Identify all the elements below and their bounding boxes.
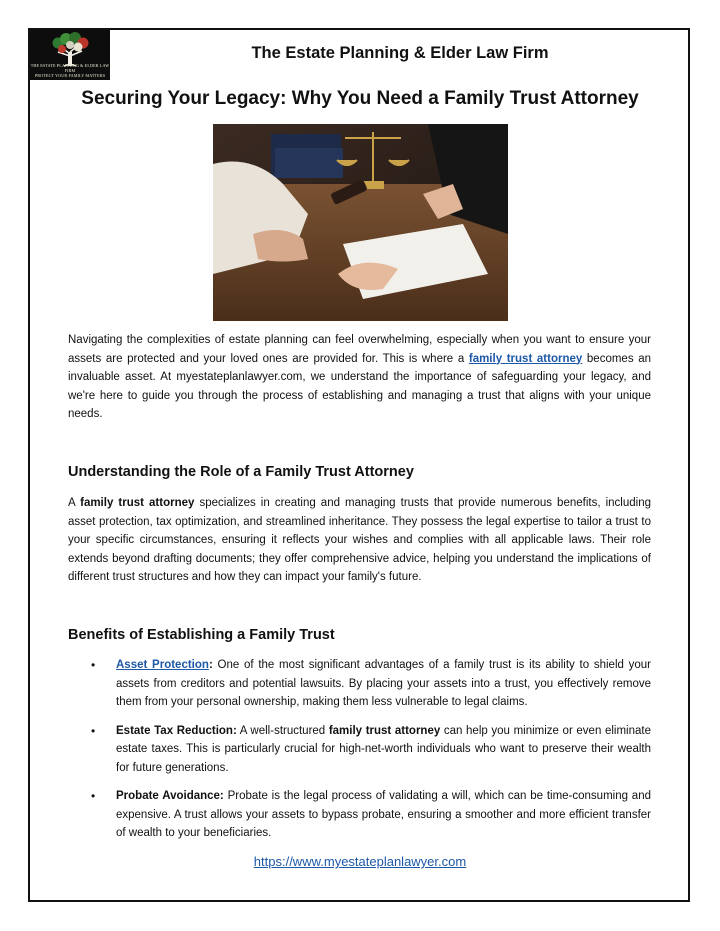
family-trust-attorney-link[interactable]: family trust attorney	[468, 352, 583, 365]
logo-tagline: PROTECT YOUR FAMILY MATTERS	[34, 73, 106, 78]
asset-protection-link[interactable]: Asset Protection	[116, 659, 209, 671]
section-heading-role: Understanding the Role of a Family Trust Attorney	[68, 464, 414, 480]
list-item	[68, 656, 651, 712]
logo-name: THE ESTATE PLANNING & ELDER LAW FIRM	[30, 63, 110, 73]
estate-tax-text: A well-structured	[236, 724, 329, 737]
intro-paragraph	[68, 331, 651, 424]
firm-name: The Estate Planning & Elder Law Firm	[251, 44, 549, 62]
probate-label: Probate Avoidance:	[116, 790, 224, 802]
bullet-icon: •	[91, 789, 96, 803]
page-title: Securing Your Legacy: Why You Need a Family Trust Attorney	[81, 88, 639, 109]
hero-image	[213, 124, 508, 321]
bullet-icon: •	[91, 723, 96, 738]
role-text-prefix: A	[68, 497, 81, 509]
asset-protection-colon: :	[208, 659, 213, 671]
intro-text-end: becomes an invaluable asset. At myestateplanlawyer.com, we understand the importance of safeguarding your legacy, and we're here to guide you through the process of establishing and managing a trust that aligns with your unique needs.	[68, 352, 651, 420]
list-item	[68, 722, 651, 778]
bullet-icon: •	[91, 658, 96, 672]
role-bold-term: family trust attorney	[80, 497, 195, 509]
firm-logo	[30, 30, 110, 80]
website-link[interactable]: https://www.myestateplanlawyer.com	[253, 854, 467, 869]
benefits-list	[68, 656, 651, 853]
estate-tax-text-end: can help you minimize or even eliminate estate taxes. This is particularly crucial for high-net-worth individuals who want to preserve their wealth for future generations.	[116, 724, 651, 774]
probate-text: Probate is the legal process of validating a will, which can be time-consuming and expensive. A trust allows your assets to bypass probate, ensuring a smoother and more efficient transfer of wealth to your beneficiaries.	[116, 790, 651, 839]
estate-tax-label: Estate Tax Reduction:	[116, 724, 237, 737]
section-heading-benefits: Benefits of Establishing a Family Trust	[68, 627, 335, 643]
intro-text-start: Navigating the complexities of estate planning can feel overwhelming, especially when you want to ensure your assets are protected and your loved ones are provided for. This is where a	[68, 334, 651, 365]
asset-protection-text: One of the most significant advantages of a family trust is its ability to shield your assets from creditors and potential lawsuits. By placing your assets into a trust, you effectively remove them from your personal ownership, making them less vulnerable to legal claims.	[116, 659, 651, 708]
role-text-body: specializes in creating and managing trusts that provide numerous benefits, including asset protection, tax optimization, and streamlined inheritance. They possess the legal expertise to tailor a trust to your specific circumstances, ensuring it reflects your wishes and complies with all applicable laws. Their role extends beyond drafting documents; they offer comprehensive advice, helping you understand the implications of different trust structures and how they can impact your family's future.	[68, 497, 651, 583]
estate-tax-bold-term: family trust attorney	[328, 724, 441, 737]
role-paragraph	[68, 494, 651, 587]
list-item	[68, 787, 651, 843]
